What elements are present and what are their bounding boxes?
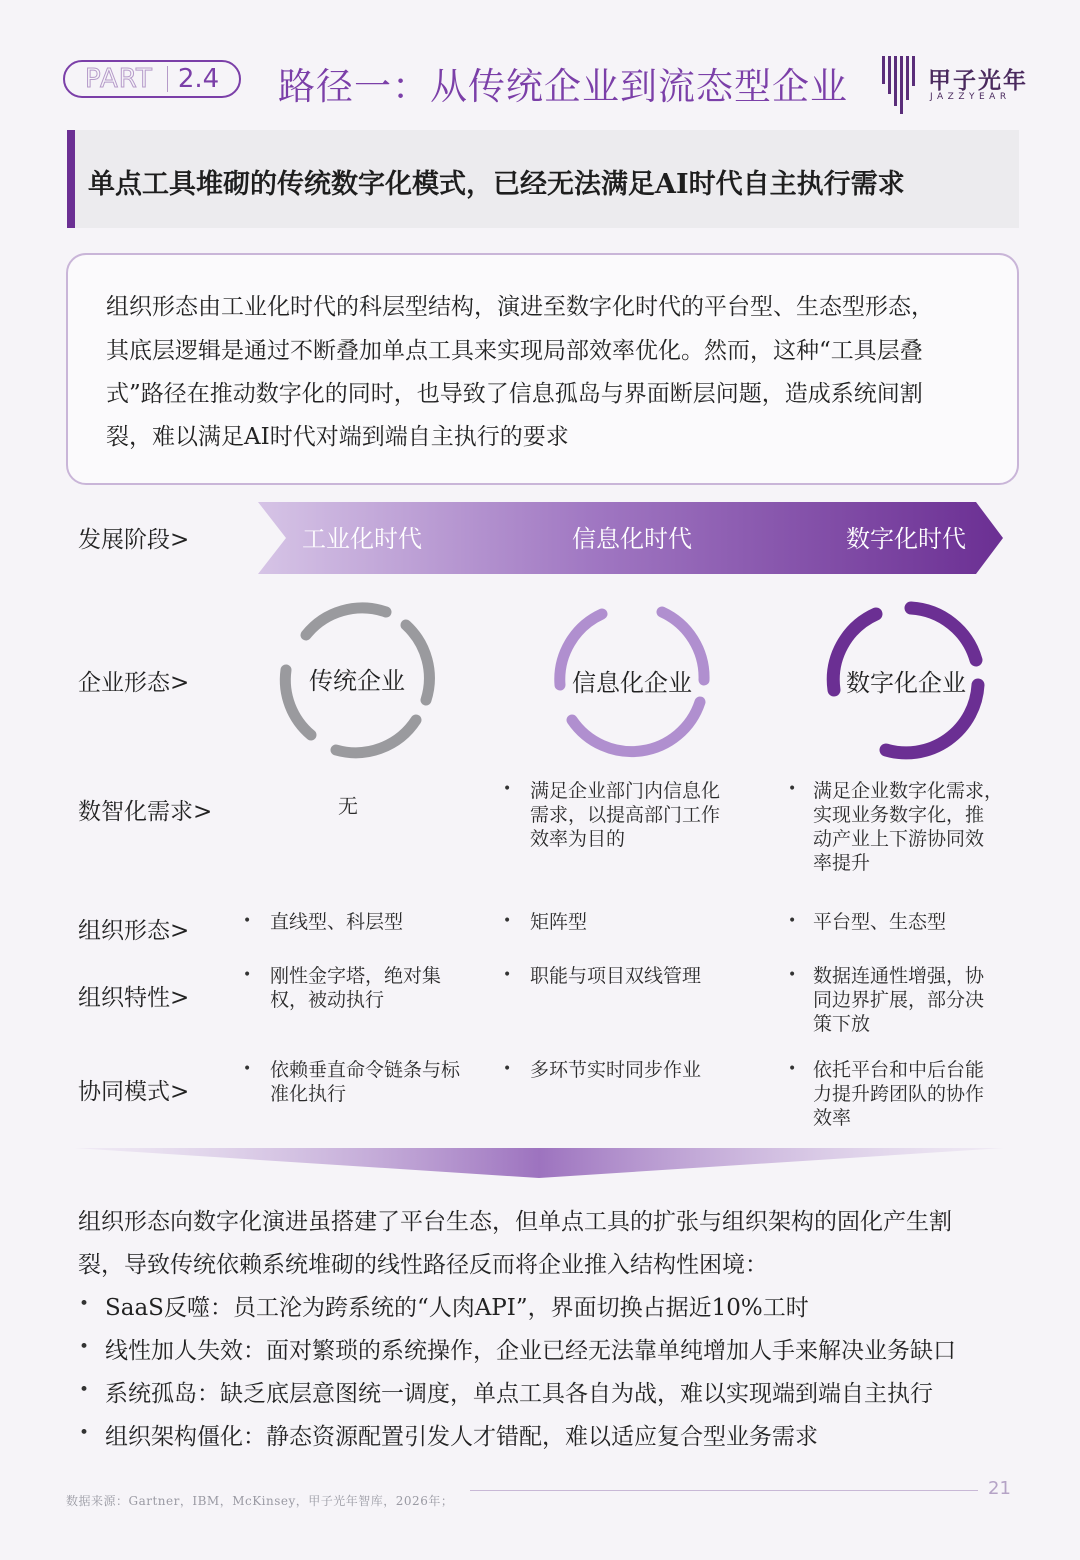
- conclusion-bullet: 线性加人失效：面对繁琐的系统操作，企业已经无法靠单纯增加人手来解决业务缺口: [105, 1338, 956, 1364]
- conclusion-bullet: SaaS反噬：员工沦为跨系统的“人肉API”，界面切换占据近10%工时: [105, 1295, 809, 1321]
- collab-col3: [813, 1058, 984, 1130]
- bullet: •: [503, 781, 512, 797]
- bullet: •: [79, 1423, 90, 1443]
- cell-line: 实现业务数字化，推: [813, 804, 985, 826]
- org-form-col2: 矩阵型: [530, 911, 588, 933]
- collab-col2: 多环节实时同步作业: [530, 1059, 702, 1081]
- collab-col1: [270, 1058, 460, 1106]
- row-label-collab: 协同模式>: [78, 1079, 190, 1105]
- demand-col1: 无: [338, 794, 358, 818]
- conclusion-line: 组织形态向数字化演进虽搭建了平台生态，但单点工具的扩张与组织架构的固化产生割: [78, 1209, 952, 1235]
- org-form-col3: 平台型、生态型: [813, 911, 947, 933]
- intro-line: 式”路径在推动数字化的同时，也导致了信息孤岛与界面断层问题，造成系统间割: [106, 381, 923, 407]
- bullet: •: [79, 1380, 90, 1400]
- intro-line: 裂，难以满足AI时代对端到端自主执行的要求: [106, 424, 569, 450]
- cell-line: 权，被动执行: [270, 989, 385, 1011]
- org-trait-col1: [270, 964, 441, 1012]
- cell-line: 满足企业部门内信息化: [530, 780, 721, 802]
- part-label: PART: [85, 64, 153, 94]
- conclusion-line: 裂，导致传统依赖系统堆砌的线性路径反而将企业推入结构性困境：: [78, 1252, 768, 1278]
- org-trait-col2: 职能与项目双线管理: [530, 965, 702, 987]
- row-label-form: 企业形态>: [78, 670, 190, 696]
- cell-line: 依赖垂直命令链条与标: [270, 1059, 461, 1081]
- demand-col3: [813, 779, 1003, 875]
- bullet: •: [243, 1061, 252, 1077]
- demand-col2: [530, 779, 720, 851]
- cell-line: 刚性金字塔，绝对集: [270, 965, 442, 987]
- cell-line: 动产业上下游协同效: [813, 828, 985, 850]
- bullet: •: [243, 913, 252, 929]
- bullet: •: [788, 913, 797, 929]
- cell-line: 同边界扩展，部分决: [813, 989, 985, 1011]
- bullet: •: [788, 967, 797, 983]
- cell-line: 需求，以提高部门工作: [530, 804, 721, 826]
- cell-line: 力提升跨团队的协作: [813, 1083, 985, 1105]
- intro-line: 组织形态由工业化时代的科层型结构，演进至数字化时代的平台型、生态型形态，: [106, 294, 934, 320]
- intro-line: 其底层逻辑是通过不断叠加单点工具来实现局部效率优化。然而，这种“工具层叠: [106, 338, 923, 364]
- cell-line: 率提升: [813, 852, 871, 874]
- part-separator: [167, 66, 168, 92]
- footer-source: 数据来源：Gartner，IBM，McKinsey，甲子光年智库，2026年；: [66, 1494, 454, 1508]
- cell-line: 准化执行: [270, 1083, 347, 1105]
- org-trait-col3: [813, 964, 984, 1036]
- stage-information: 信息化时代: [572, 525, 692, 553]
- conclusion-bullet: 组织架构僵化：静态资源配置引发人才错配，难以适应复合型业务需求: [105, 1424, 818, 1450]
- bullet: •: [503, 913, 512, 929]
- part-badge: [63, 60, 241, 98]
- row-label-org-trait: 组织特性>: [78, 985, 190, 1011]
- logo-text-cn: 甲子光年: [928, 68, 1028, 94]
- cell-line: 依托平台和中后台能: [813, 1059, 985, 1081]
- logo-text-en: JAZZYEAR: [930, 92, 1011, 102]
- part-number: 2.4: [177, 64, 220, 94]
- cell-line: 效率: [813, 1107, 852, 1129]
- cell-line: 策下放: [813, 1013, 871, 1035]
- stage-industrial: 工业化时代: [302, 525, 422, 553]
- cell-line: 效率为目的: [530, 828, 626, 850]
- cell-line: 数据连通性增强，协: [813, 965, 985, 987]
- bullet: •: [503, 967, 512, 983]
- cell-line: 满足企业数字化需求，: [813, 780, 1004, 802]
- row-label-demand: 数智化需求>: [78, 799, 213, 825]
- org-form-col1: 直线型、科层型: [270, 911, 404, 933]
- enterprise-digital: 数字化企业: [846, 669, 966, 697]
- bullet: •: [503, 1061, 512, 1077]
- page-title: 路径一：从传统企业到流态型企业: [278, 65, 848, 108]
- bullet: •: [243, 967, 252, 983]
- enterprise-information: 信息化企业: [572, 669, 692, 697]
- bullet: •: [79, 1294, 90, 1314]
- footer-divider: [470, 1490, 978, 1491]
- conclusion-bullet: 系统孤岛：缺乏底层意图统一调度，单点工具各自为战，难以实现端到端自主执行: [105, 1381, 933, 1407]
- section-subtitle: 单点工具堆砌的传统数字化模式，已经无法满足AI时代自主执行需求: [88, 169, 905, 200]
- row-label-org-form: 组织形态>: [78, 918, 190, 944]
- bullet: •: [788, 781, 797, 797]
- page-number: 21: [988, 1478, 1011, 1499]
- bullet: •: [788, 1061, 797, 1077]
- bullet: •: [79, 1337, 90, 1357]
- enterprise-traditional: 传统企业: [309, 667, 405, 695]
- stage-digital: 数字化时代: [846, 525, 966, 553]
- row-label-stage: 发展阶段>: [78, 527, 190, 553]
- down-arrow-divider: [74, 1146, 1004, 1180]
